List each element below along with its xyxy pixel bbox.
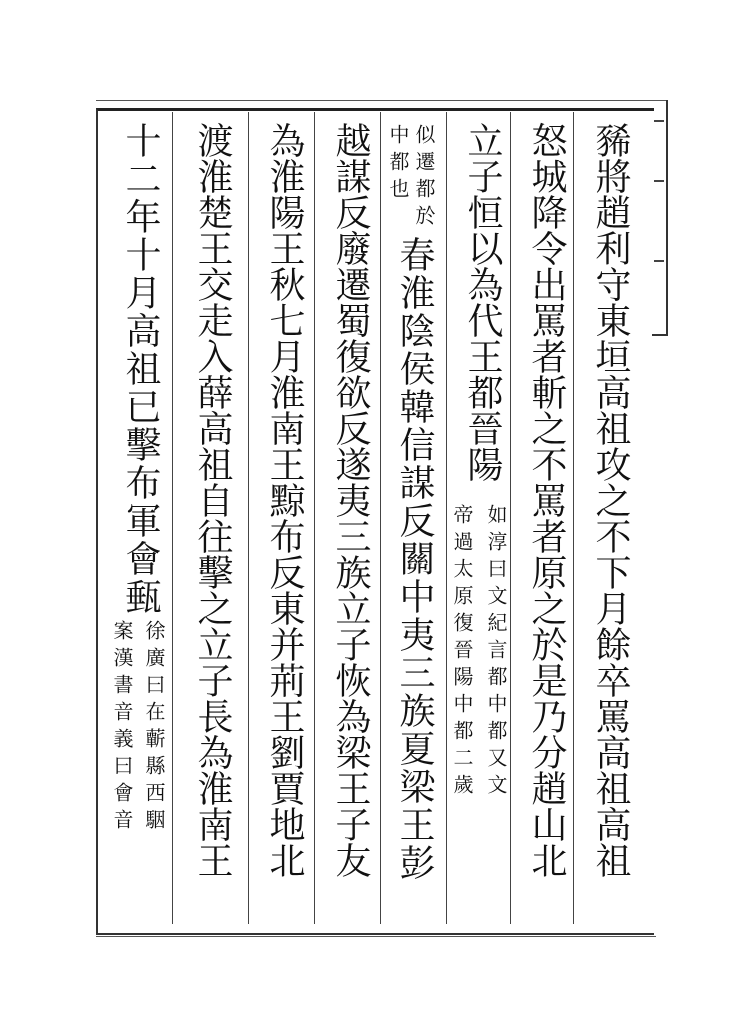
- top-border-line: [96, 100, 666, 101]
- note-column-8b: 案漢書音義曰會音: [110, 620, 134, 836]
- text-column-1: 豨將趙利守東垣高祖攻之不下月餘卒罵高祖高祖: [590, 122, 631, 878]
- margin-tab: [652, 100, 668, 336]
- column-rule: [172, 112, 173, 924]
- text-frame: [96, 108, 654, 935]
- text-column-7: 渡淮楚王交走入薛高祖自往擊之立子長為淮南王: [192, 122, 233, 878]
- margin-mark: [654, 180, 664, 182]
- margin-mark: [654, 120, 664, 122]
- note-column-8a: 徐廣曰在蘄縣西駰: [142, 620, 166, 836]
- bottom-border-line: [96, 936, 656, 937]
- text-column-2: 怒城降令出罵者斬之不罵者原之於是乃分趙山北: [526, 122, 567, 878]
- text-column-6: 為淮陽王秋七月淮南王黥布反東并荊王劉賈地北: [264, 122, 305, 878]
- text-column-4: 春淮陰侯韓信謀反關中夷三族夏梁王彭: [394, 236, 435, 882]
- note-column-3b: 帝過太原復晉陽中都二歲: [450, 504, 474, 801]
- column-rule: [380, 112, 381, 924]
- text-column-3: 立子恒以為代王都晉陽: [462, 122, 503, 482]
- column-rule: [446, 112, 447, 924]
- note-column-3a: 如淳曰文紀言都中都又文: [484, 504, 508, 801]
- margin-mark: [654, 260, 664, 262]
- column-rule: [510, 112, 511, 924]
- note-column-4a: 似遷都於: [412, 124, 436, 232]
- column-rule: [314, 112, 315, 924]
- column-rule: [248, 112, 249, 924]
- text-column-8: 十二年十月高祖已擊布軍會甀: [120, 122, 161, 616]
- note-column-4b: 中都也: [386, 124, 410, 205]
- text-column-5: 越謀反廢遷蜀復欲反遂夷三族立子恢為梁王子友: [330, 122, 371, 878]
- column-rule: [573, 112, 574, 924]
